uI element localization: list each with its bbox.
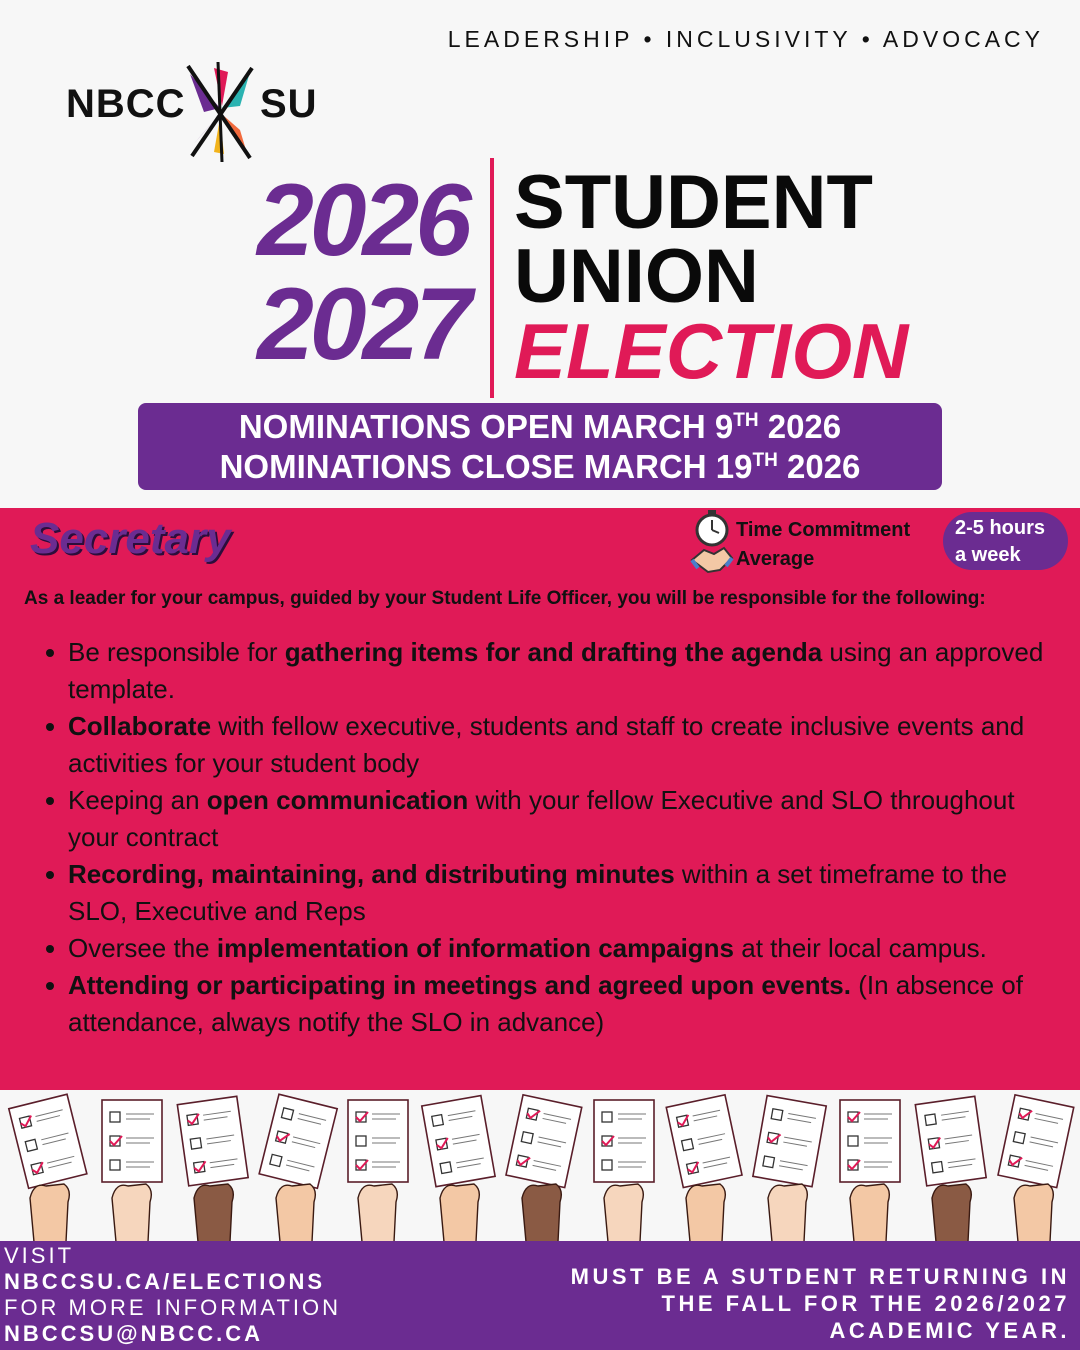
item-text: with your fellow Executive and SLO throughout your contract — [68, 785, 1015, 852]
nominations-close — [138, 447, 942, 487]
title-divider — [490, 158, 494, 398]
hours-line2: a week — [955, 544, 1021, 566]
hours-line1: 2-5 hours — [955, 517, 1046, 539]
logo-text-nbcc: NBCC — [66, 82, 186, 126]
ballot-hand-icon — [9, 1094, 87, 1188]
footer — [0, 1241, 1080, 1350]
eligibility-line2: THE FALL FOR THE 2026/2027 — [661, 1291, 1070, 1316]
tagline: LEADERSHIP • INCLUSIVITY • ADVOCACY — [447, 26, 1044, 52]
item-bold: open communication — [206, 785, 469, 815]
time-commitment-line1: Time Commitment — [736, 519, 911, 541]
nominations-open-sup: TH — [733, 410, 759, 431]
eligibility-line3: ACADEMIC YEAR. — [829, 1318, 1070, 1343]
ballot-hand-icon — [840, 1100, 900, 1182]
ballot-hand-icon — [177, 1096, 248, 1186]
hand — [686, 1184, 725, 1242]
title-union: UNION — [514, 234, 759, 319]
list-item — [68, 967, 1058, 1041]
ballot-illustration — [0, 1090, 1080, 1242]
nominations-open — [138, 407, 942, 447]
hand — [604, 1184, 643, 1242]
eligibility-line1: MUST BE A SUTDENT RETURNING IN — [570, 1264, 1070, 1289]
time-commitment-line2: Average — [736, 548, 815, 570]
item-bold: Recording, maintaining, and distributing minutes — [68, 859, 675, 889]
role-panel — [0, 508, 1080, 1090]
election-title — [514, 160, 909, 395]
footer-contact — [4, 1243, 341, 1347]
nominations-close-text: NOMINATIONS CLOSE MARCH 19 — [219, 448, 753, 485]
ballot-hand-icon — [259, 1094, 337, 1188]
footer-more-info: FOR MORE INFORMATION — [4, 1295, 342, 1320]
ballot-hand-icon — [348, 1100, 408, 1182]
item-text: at their local campus. — [734, 933, 987, 963]
ballot-hands-strip — [0, 1090, 1080, 1242]
hand — [276, 1184, 315, 1242]
hand — [932, 1184, 971, 1242]
item-text: within a set timeframe to the SLO, Executive and Reps — [68, 859, 1008, 926]
title-student: STUDENT — [514, 160, 873, 245]
list-item — [68, 782, 1058, 856]
title-election: ELECTION — [514, 307, 909, 395]
item-bold: Attending or participating in meetings and agreed upon events. — [68, 970, 851, 1000]
item-bold: implementation of information campaigns — [216, 933, 735, 963]
nbccsu-logo — [66, 62, 316, 162]
logo-text-su: SU — [260, 82, 318, 126]
list-item — [68, 708, 1058, 782]
stopwatch-handshake-icon — [690, 510, 734, 576]
item-text: Be responsible for — [68, 637, 285, 667]
ballot-hand-icon — [102, 1100, 162, 1182]
item-text: Oversee the — [68, 933, 217, 963]
ballot-hand-icon — [915, 1096, 986, 1186]
hand — [358, 1184, 397, 1242]
ballot-hand-icon — [666, 1095, 742, 1188]
item-text: (In absence of attendance, always notify the SLO in advance) — [68, 970, 1023, 1037]
hand — [194, 1184, 233, 1242]
ballot-hand-icon — [998, 1095, 1074, 1188]
nominations-close-sup: TH — [752, 450, 778, 471]
hand — [30, 1184, 69, 1242]
nbcc-su-logo-icon — [184, 62, 256, 162]
responsibilities-list — [68, 634, 1058, 1041]
hours-badge — [943, 512, 1068, 570]
election-years — [198, 163, 468, 381]
email-link[interactable]: NBCCSU@NBCC.CA — [4, 1321, 264, 1346]
list-item — [68, 856, 1058, 930]
year-start: 2026 — [257, 163, 468, 277]
role-title: Secretary — [30, 514, 231, 563]
hand — [522, 1184, 561, 1242]
ballot-hand-icon — [594, 1100, 654, 1182]
eligibility-note — [530, 1263, 1070, 1344]
time-commitment-label — [736, 516, 910, 574]
nominations-close-year: 2026 — [777, 448, 861, 485]
nominations-open-text: NOMINATIONS OPEN MARCH 9 — [238, 408, 734, 445]
item-bold: Collaborate — [68, 711, 212, 741]
role-intro: As a leader for your campus, guided by your Student Life Officer, you will be responsible for the following: — [24, 588, 986, 609]
hand — [112, 1184, 151, 1242]
footer-visit: VISIT — [4, 1243, 75, 1268]
ballot-hand-icon — [506, 1095, 582, 1188]
hand — [440, 1184, 479, 1242]
hand — [768, 1184, 807, 1242]
item-text: Keeping an — [68, 785, 207, 815]
item-text: using an approved template. — [68, 637, 1044, 704]
ballot-hand-icon — [753, 1096, 826, 1187]
year-end: 2027 — [257, 267, 468, 381]
list-item — [68, 634, 1058, 708]
ballot-hand-icon — [422, 1096, 495, 1187]
nominations-open-year: 2026 — [758, 408, 842, 445]
item-text: with fellow executive, students and staff to create inclusive events and activities for your student body — [68, 711, 1025, 778]
item-bold: gathering items for and drafting the agenda — [284, 637, 823, 667]
hand — [850, 1184, 889, 1242]
nominations-banner — [138, 403, 942, 490]
list-item — [68, 930, 1058, 967]
hand — [1014, 1184, 1053, 1242]
elections-link[interactable]: NBCCSU.CA/ELECTIONS — [4, 1269, 326, 1294]
